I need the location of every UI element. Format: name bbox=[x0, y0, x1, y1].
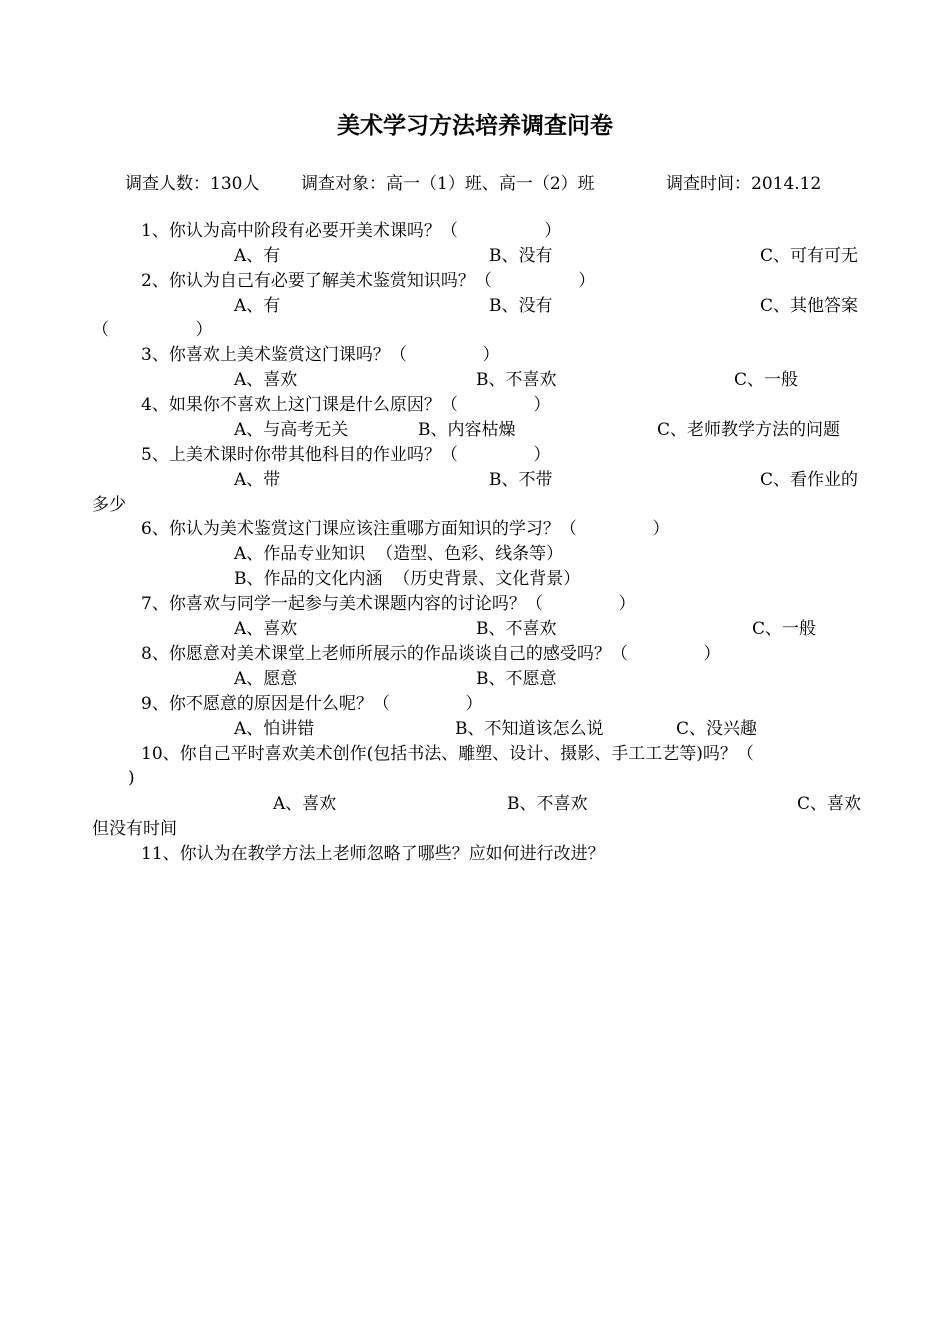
option-4b: B、内容枯燥 bbox=[418, 420, 516, 440]
option-5c-continuation: 多少 bbox=[92, 495, 126, 515]
option-9b: B、不知道该怎么说 bbox=[455, 719, 604, 739]
option-2c-continuation: （ ） bbox=[92, 320, 213, 340]
option-2a: A、有 bbox=[234, 296, 281, 316]
question-2: 2、你认为自己有必要了解美术鉴赏知识吗？（ ） bbox=[141, 271, 596, 291]
question-7: 7、你喜欢与同学一起参与美术课题内容的讨论吗？（ ） bbox=[141, 594, 636, 614]
question-9: 9、你不愿意的原因是什么呢？（ ） bbox=[141, 694, 483, 714]
option-6b: B、作品的文化内涵 （历史背景、文化背景） bbox=[234, 569, 581, 589]
option-7b: B、不喜欢 bbox=[476, 619, 557, 639]
option-5b: B、不带 bbox=[489, 470, 553, 490]
option-5a: A、带 bbox=[234, 470, 281, 490]
question-10: 10、你自己平时喜欢美术创作(包括书法、雕塑、设计、摄影、手工工艺等)吗？（ bbox=[141, 744, 754, 764]
option-4a: A、与高考无关 bbox=[234, 420, 349, 440]
survey-count: 调查人数：130人 bbox=[125, 174, 260, 194]
option-5c: C、看作业的 bbox=[760, 470, 859, 490]
option-7a: A、喜欢 bbox=[234, 619, 298, 639]
question-5: 5、上美术课时你带其他科目的作业吗？（ ） bbox=[141, 445, 551, 465]
page-title: 美术学习方法培养调查问卷 bbox=[337, 113, 613, 139]
option-10b: B、不喜欢 bbox=[507, 794, 588, 814]
option-3c: C、一般 bbox=[734, 370, 799, 390]
question-11: 11、你认为在教学方法上老师忽略了哪些？应如何进行改进？ bbox=[141, 844, 605, 864]
question-3: 3、你喜欢上美术鉴赏这门课吗？（ ） bbox=[141, 345, 500, 365]
option-1c: C、可有可无 bbox=[760, 246, 859, 266]
option-1b: B、没有 bbox=[489, 246, 553, 266]
option-2b: B、没有 bbox=[489, 296, 553, 316]
option-2c: C、其他答案 bbox=[760, 296, 859, 316]
option-10c-continuation: 但没有时间 bbox=[92, 819, 177, 839]
option-9c: C、没兴趣 bbox=[676, 719, 758, 739]
question-10-continuation: ) bbox=[128, 768, 135, 788]
question-6: 6、你认为美术鉴赏这门课应该注重哪方面知识的学习？（ ） bbox=[141, 519, 670, 539]
option-6a: A、作品专业知识 （造型、色彩、线条等） bbox=[234, 544, 564, 564]
option-10a: A、喜欢 bbox=[273, 794, 337, 814]
option-8a: A、愿意 bbox=[234, 669, 298, 689]
option-7c: C、一般 bbox=[752, 619, 817, 639]
option-8b: B、不愿意 bbox=[476, 669, 557, 689]
question-4: 4、如果你不喜欢上这门课是什么原因？（ ） bbox=[141, 395, 551, 415]
option-9a: A、怕讲错 bbox=[234, 719, 315, 739]
option-3a: A、喜欢 bbox=[234, 370, 298, 390]
survey-target: 调查对象：高一（1）班、高一（2）班 bbox=[301, 174, 595, 194]
question-8: 8、你愿意对美术课堂上老师所展示的作品谈谈自己的感受吗？（ ） bbox=[141, 644, 721, 664]
survey-time: 调查时间：2014.12 bbox=[666, 174, 822, 194]
option-10c: C、喜欢 bbox=[797, 794, 862, 814]
option-1a: A、有 bbox=[234, 246, 281, 266]
question-1: 1、你认为高中阶段有必要开美术课吗？（ ） bbox=[141, 221, 562, 241]
option-4c: C、老师教学方法的问题 bbox=[657, 420, 841, 440]
option-3b: B、不喜欢 bbox=[476, 370, 557, 390]
